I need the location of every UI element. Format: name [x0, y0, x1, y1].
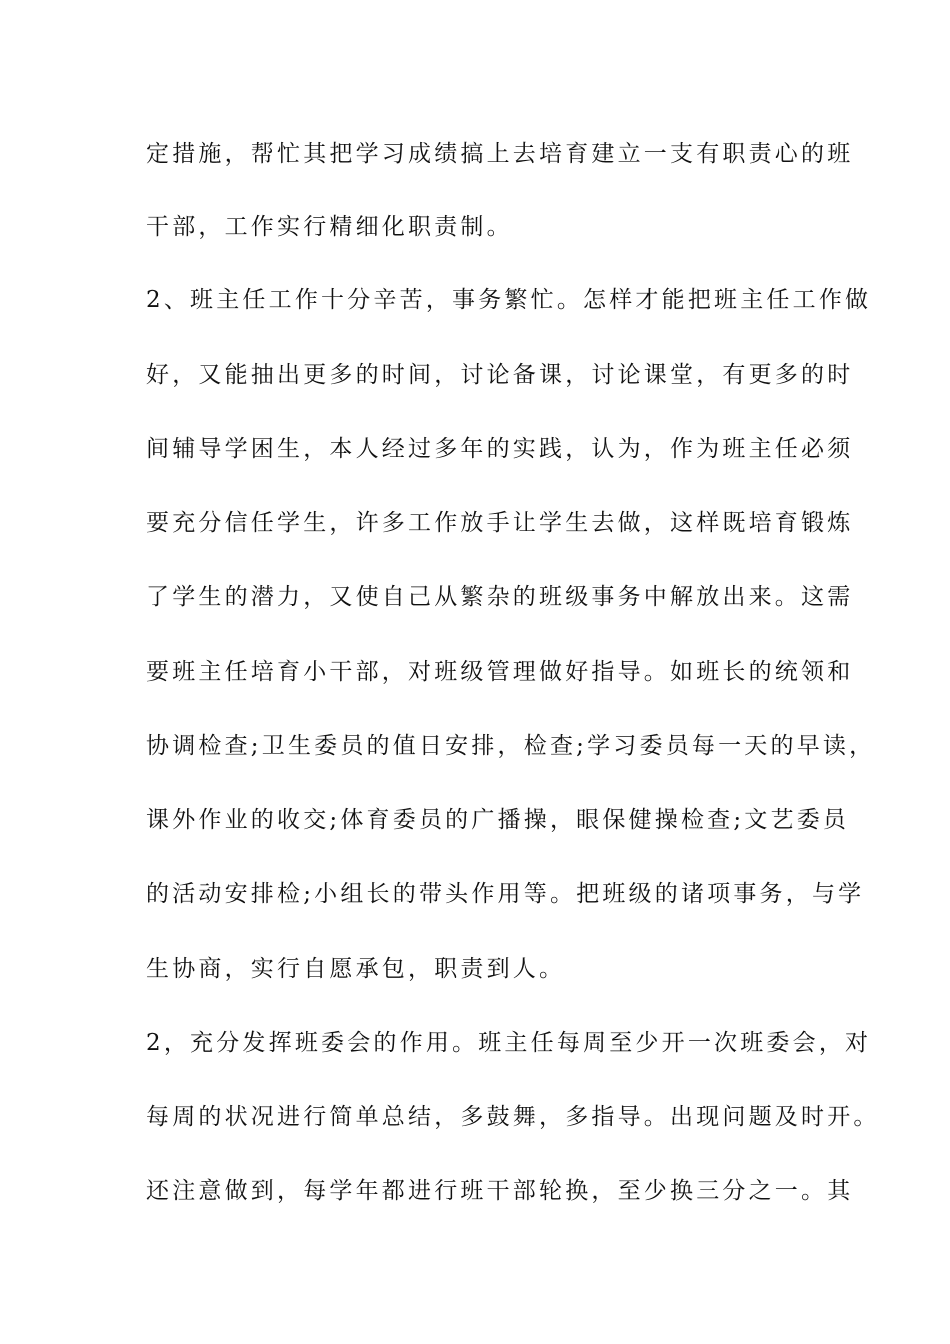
- text-line: 协调检查;卫生委员的值日安排，检查;学习委员每一天的早读，: [146, 733, 876, 759]
- text-line: 定措施，帮忙其把学习成绩搞上去培育建立一支有职责心的班: [146, 141, 854, 167]
- text-line: 2，充分发挥班委会的作用。班主任每周至少开一次班委会，对: [146, 1030, 872, 1056]
- text-line: 间辅导学困生，本人经过多年的实践，认为，作为班主任必须: [146, 436, 854, 462]
- text-line: 生协商，实行自愿承包，职责到人。: [146, 956, 566, 982]
- text-line: 要充分信任学生，许多工作放手让学生去做，这样既培育锻炼: [146, 510, 854, 536]
- text-line: 了学生的潜力，又使自己从繁杂的班级事务中解放出来。这需: [146, 584, 854, 610]
- text-line: 好，又能抽出更多的时间，讨论备课，讨论课堂，有更多的时: [146, 362, 854, 388]
- text-line: 干部，工作实行精细化职责制。: [146, 214, 513, 240]
- text-line: 每周的状况进行简单总结，多鼓舞，多指导。出现问题及时开。: [146, 1104, 880, 1130]
- text-line: 要班主任培育小干部，对班级管理做好指导。如班长的统领和: [146, 659, 854, 685]
- text-line: 的活动安排检;小组长的带头作用等。把班级的诸项事务，与学: [146, 881, 865, 907]
- text-line: 还注意做到，每学年都进行班干部轮换，至少换三分之一。其: [146, 1178, 854, 1204]
- text-line: 课外作业的收交;体育委员的广播操，眼保健操检查;文艺委员: [146, 807, 850, 833]
- text-line: 2、班主任工作十分辛苦，事务繁忙。怎样才能把班主任工作做: [146, 287, 872, 313]
